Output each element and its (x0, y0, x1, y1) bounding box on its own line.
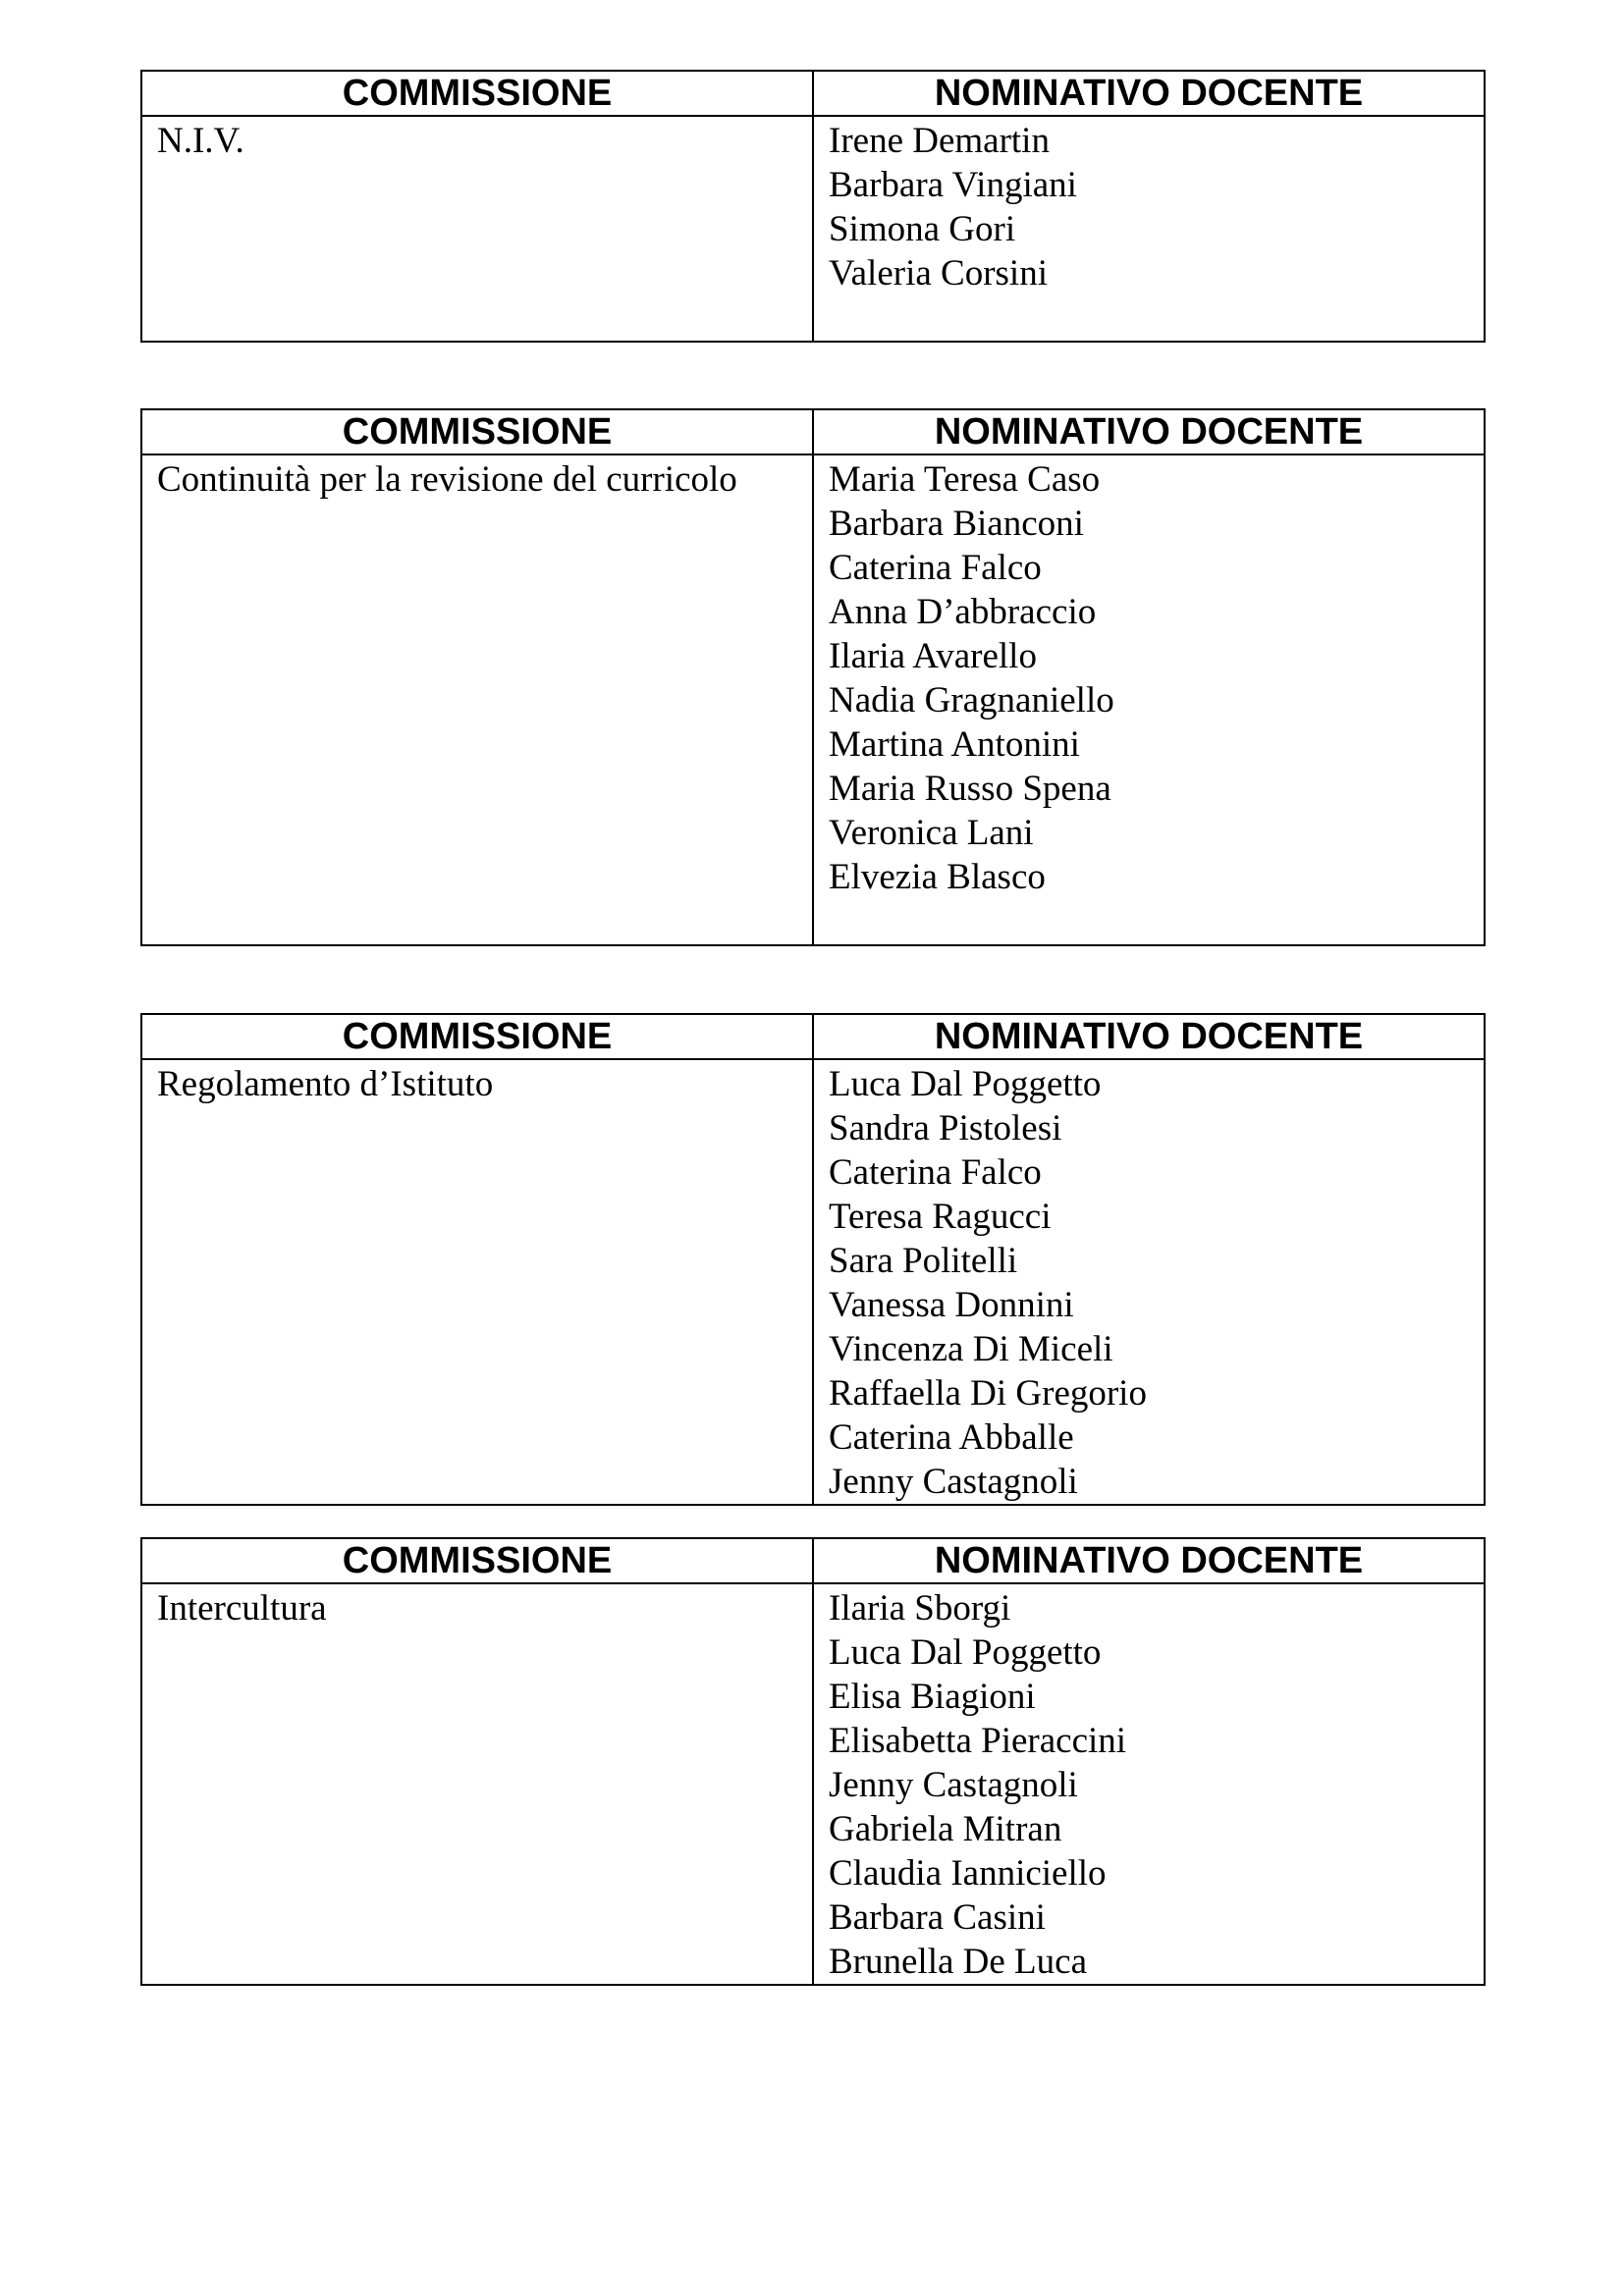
teacher-name: Sandra Pistolesi (829, 1108, 1062, 1148)
table-header-row (141, 71, 1485, 116)
teacher-name: Barbara Vingiani (829, 165, 1077, 205)
teacher-name: Irene Demartin (829, 121, 1050, 161)
column-header-commissione: COMMISSIONE (141, 1014, 813, 1059)
table-row (141, 454, 1485, 945)
commission-table-regolamento (140, 1013, 1486, 1506)
teacher-name: Elvezia Blasco (829, 857, 1046, 897)
column-header-nominativo-docente: NOMINATIVO DOCENTE (813, 1014, 1485, 1059)
teacher-list (829, 1062, 1484, 1504)
teacher-name: Caterina Falco (829, 548, 1042, 588)
teacher-name: Ilaria Avarello (829, 636, 1037, 676)
teacher-name: Vincenza Di Miceli (829, 1329, 1113, 1369)
table-header-row (141, 1538, 1485, 1583)
commission-name: Regolamento d’Istituto (141, 1059, 813, 1505)
teacher-name: Jenny Castagnoli (829, 1765, 1078, 1805)
teacher-name: Valeria Corsini (829, 253, 1048, 294)
teacher-name: Jenny Castagnoli (829, 1462, 1078, 1502)
teacher-name: Teresa Ragucci (829, 1197, 1052, 1237)
teacher-name: Simona Gori (829, 209, 1016, 249)
commission-table-niv (140, 70, 1486, 343)
teacher-name: Luca Dal Poggetto (829, 1064, 1102, 1104)
column-header-commissione: COMMISSIONE (141, 71, 813, 116)
table-row (141, 1059, 1485, 1505)
table-row (141, 116, 1485, 342)
teacher-name: Brunella De Luca (829, 1942, 1087, 1982)
teacher-list-cell (813, 1583, 1485, 1985)
column-header-commissione: COMMISSIONE (141, 1538, 813, 1583)
teacher-name: Veronica Lani (829, 813, 1034, 853)
teacher-name: Ilaria Sborgi (829, 1588, 1011, 1629)
teacher-list-cell (813, 454, 1485, 945)
teacher-name: Claudia Ianniciello (829, 1853, 1107, 1894)
commission-table-intercultura (140, 1537, 1486, 1986)
teacher-name: Vanessa Donnini (829, 1285, 1074, 1325)
commission-name: N.I.V. (141, 116, 813, 342)
teacher-list-cell (813, 116, 1485, 342)
teacher-name: Nadia Gragnaniello (829, 680, 1114, 721)
column-header-nominativo-docente: NOMINATIVO DOCENTE (813, 409, 1485, 454)
column-header-nominativo-docente: NOMINATIVO DOCENTE (813, 1538, 1485, 1583)
teacher-name: Sara Politelli (829, 1241, 1018, 1281)
commission-name: Continuità per la revisione del curricolo (141, 454, 813, 945)
teacher-name: Anna D’abbraccio (829, 592, 1097, 632)
teacher-list (829, 457, 1484, 899)
teacher-name: Barbara Bianconi (829, 504, 1084, 544)
teacher-name: Luca Dal Poggetto (829, 1632, 1102, 1673)
commission-table-continuita (140, 408, 1486, 946)
teacher-name: Barbara Casini (829, 1897, 1046, 1938)
teacher-name: Maria Teresa Caso (829, 459, 1101, 500)
teacher-name: Caterina Abballe (829, 1417, 1074, 1458)
teacher-list-cell (813, 1059, 1485, 1505)
column-header-nominativo-docente: NOMINATIVO DOCENTE (813, 71, 1485, 116)
teacher-name: Elisa Biagioni (829, 1677, 1036, 1717)
table-header-row (141, 409, 1485, 454)
teacher-list (829, 119, 1484, 295)
table-row (141, 1583, 1485, 1985)
teacher-name: Gabriela Mitran (829, 1809, 1062, 1849)
column-header-commissione: COMMISSIONE (141, 409, 813, 454)
teacher-name: Martina Antonini (829, 724, 1080, 765)
teacher-name: Elisabetta Pieraccini (829, 1721, 1127, 1761)
commission-name: Intercultura (141, 1583, 813, 1985)
teacher-name: Raffaella Di Gregorio (829, 1373, 1147, 1414)
table-header-row (141, 1014, 1485, 1059)
teacher-list (829, 1586, 1484, 1984)
teacher-name: Maria Russo Spena (829, 769, 1111, 809)
teacher-name: Caterina Falco (829, 1152, 1042, 1193)
